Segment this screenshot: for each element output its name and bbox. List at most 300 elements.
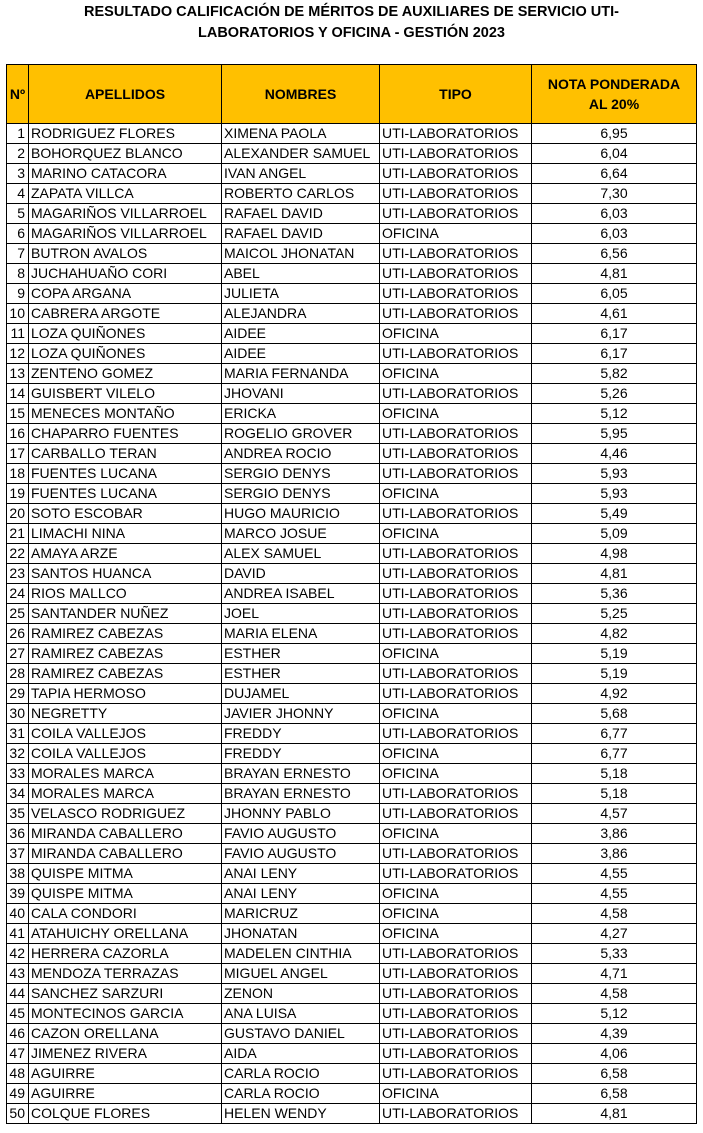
cell-no: 46 bbox=[7, 1024, 29, 1044]
cell-apellidos: JIMENEZ RIVERA bbox=[29, 1044, 222, 1064]
table-row bbox=[7, 244, 697, 264]
cell-nombres: XIMENA PAOLA bbox=[222, 124, 380, 144]
table-row bbox=[7, 304, 697, 324]
cell-apellidos: MIRANDA CABALLERO bbox=[29, 824, 222, 844]
cell-nombres: ROBERTO CARLOS bbox=[222, 184, 380, 204]
cell-tipo: UTI-LABORATORIOS bbox=[380, 984, 532, 1004]
table-row bbox=[7, 424, 697, 444]
cell-tipo: UTI-LABORATORIOS bbox=[380, 184, 532, 204]
cell-tipo: OFICINA bbox=[380, 704, 532, 724]
cell-tipo: UTI-LABORATORIOS bbox=[380, 464, 532, 484]
cell-apellidos: ZAPATA VILLCA bbox=[29, 184, 222, 204]
cell-nota: 5,49 bbox=[532, 504, 697, 524]
cell-tipo: OFICINA bbox=[380, 324, 532, 344]
cell-tipo: UTI-LABORATORIOS bbox=[380, 584, 532, 604]
cell-nota: 5,93 bbox=[532, 464, 697, 484]
cell-no: 20 bbox=[7, 504, 29, 524]
cell-apellidos: MARINO CATACORA bbox=[29, 164, 222, 184]
cell-tipo: UTI-LABORATORIOS bbox=[380, 1044, 532, 1064]
cell-tipo: UTI-LABORATORIOS bbox=[380, 304, 532, 324]
cell-apellidos: MAGARIÑOS VILLARROEL bbox=[29, 204, 222, 224]
cell-apellidos: AMAYA ARZE bbox=[29, 544, 222, 564]
cell-no: 11 bbox=[7, 324, 29, 344]
cell-tipo: UTI-LABORATORIOS bbox=[380, 1004, 532, 1024]
cell-nota: 5,95 bbox=[532, 424, 697, 444]
cell-nombres: MARCO JOSUE bbox=[222, 524, 380, 544]
table-row bbox=[7, 464, 697, 484]
cell-tipo: UTI-LABORATORIOS bbox=[380, 504, 532, 524]
cell-nombres: BRAYAN ERNESTO bbox=[222, 764, 380, 784]
cell-nombres: IVAN ANGEL bbox=[222, 164, 380, 184]
cell-apellidos: JUCHAHUAÑO CORI bbox=[29, 264, 222, 284]
header-nota bbox=[532, 65, 697, 124]
cell-tipo: UTI-LABORATORIOS bbox=[380, 1104, 532, 1124]
cell-nota: 5,25 bbox=[532, 604, 697, 624]
cell-nombres: ERICKA bbox=[222, 404, 380, 424]
cell-tipo: OFICINA bbox=[380, 924, 532, 944]
cell-no: 12 bbox=[7, 344, 29, 364]
cell-nota: 5,09 bbox=[532, 524, 697, 544]
cell-nota: 5,93 bbox=[532, 484, 697, 504]
cell-nombres: ALEX SAMUEL bbox=[222, 544, 380, 564]
cell-tipo: OFICINA bbox=[380, 484, 532, 504]
cell-apellidos: SANTOS HUANCA bbox=[29, 564, 222, 584]
cell-no: 47 bbox=[7, 1044, 29, 1064]
cell-apellidos: VELASCO RODRIGUEZ bbox=[29, 804, 222, 824]
table-row bbox=[7, 944, 697, 964]
cell-nombres: JAVIER JHONNY bbox=[222, 704, 380, 724]
cell-apellidos: MONTECINOS GARCIA bbox=[29, 1004, 222, 1024]
cell-nota: 6,56 bbox=[532, 244, 697, 264]
cell-nota: 4,55 bbox=[532, 864, 697, 884]
cell-nota: 4,46 bbox=[532, 444, 697, 464]
cell-no: 16 bbox=[7, 424, 29, 444]
cell-tipo: OFICINA bbox=[380, 404, 532, 424]
cell-nombres: DUJAMEL bbox=[222, 684, 380, 704]
table-row bbox=[7, 284, 697, 304]
cell-apellidos: AGUIRRE bbox=[29, 1084, 222, 1104]
cell-tipo: UTI-LABORATORIOS bbox=[380, 544, 532, 564]
cell-nombres: MAICOL JHONATAN bbox=[222, 244, 380, 264]
cell-no: 29 bbox=[7, 684, 29, 704]
cell-no: 34 bbox=[7, 784, 29, 804]
table-row bbox=[7, 824, 697, 844]
cell-nota: 4,39 bbox=[532, 1024, 697, 1044]
cell-nombres: JOEL bbox=[222, 604, 380, 624]
cell-nombres: MARIA FERNANDA bbox=[222, 364, 380, 384]
cell-tipo: OFICINA bbox=[380, 824, 532, 844]
cell-no: 22 bbox=[7, 544, 29, 564]
cell-apellidos: COLQUE FLORES bbox=[29, 1104, 222, 1124]
table-row bbox=[7, 604, 697, 624]
cell-nota: 5,19 bbox=[532, 664, 697, 684]
table-row bbox=[7, 184, 697, 204]
cell-nombres: RAFAEL DAVID bbox=[222, 224, 380, 244]
cell-nombres: AIDEE bbox=[222, 344, 380, 364]
cell-tipo: OFICINA bbox=[380, 644, 532, 664]
cell-nota: 4,92 bbox=[532, 684, 697, 704]
cell-nombres: ANA LUISA bbox=[222, 1004, 380, 1024]
table-row bbox=[7, 684, 697, 704]
cell-apellidos: RAMIREZ CABEZAS bbox=[29, 624, 222, 644]
cell-nombres: FREDDY bbox=[222, 724, 380, 744]
cell-nota: 6,77 bbox=[532, 744, 697, 764]
cell-nombres: MIGUEL ANGEL bbox=[222, 964, 380, 984]
cell-apellidos: CABRERA ARGOTE bbox=[29, 304, 222, 324]
cell-nombres: ABEL bbox=[222, 264, 380, 284]
cell-apellidos: NEGRETTY bbox=[29, 704, 222, 724]
cell-tipo: UTI-LABORATORIOS bbox=[380, 564, 532, 584]
cell-tipo: UTI-LABORATORIOS bbox=[380, 344, 532, 364]
table-row bbox=[7, 784, 697, 804]
cell-no: 13 bbox=[7, 364, 29, 384]
cell-apellidos: COPA ARGANA bbox=[29, 284, 222, 304]
cell-nota: 4,98 bbox=[532, 544, 697, 564]
table-row bbox=[7, 364, 697, 384]
cell-apellidos: MAGARIÑOS VILLARROEL bbox=[29, 224, 222, 244]
cell-nombres: FAVIO AUGUSTO bbox=[222, 824, 380, 844]
cell-nombres: FAVIO AUGUSTO bbox=[222, 844, 380, 864]
cell-nota: 6,58 bbox=[532, 1084, 697, 1104]
table-row bbox=[7, 804, 697, 824]
results-table bbox=[6, 64, 697, 1124]
cell-no: 18 bbox=[7, 464, 29, 484]
cell-no: 37 bbox=[7, 844, 29, 864]
cell-nombres: MADELEN CINTHIA bbox=[222, 944, 380, 964]
cell-nota: 6,17 bbox=[532, 344, 697, 364]
cell-nota: 3,86 bbox=[532, 824, 697, 844]
cell-apellidos: CALA CONDORI bbox=[29, 904, 222, 924]
cell-no: 39 bbox=[7, 884, 29, 904]
table-row bbox=[7, 344, 697, 364]
cell-tipo: UTI-LABORATORIOS bbox=[380, 1064, 532, 1084]
cell-no: 10 bbox=[7, 304, 29, 324]
cell-nota: 5,18 bbox=[532, 764, 697, 784]
cell-no: 6 bbox=[7, 224, 29, 244]
cell-tipo: UTI-LABORATORIOS bbox=[380, 864, 532, 884]
cell-tipo: OFICINA bbox=[380, 224, 532, 244]
cell-nota: 6,58 bbox=[532, 1064, 697, 1084]
cell-apellidos: MORALES MARCA bbox=[29, 784, 222, 804]
cell-nombres: ZENON bbox=[222, 984, 380, 1004]
page-title bbox=[0, 2, 703, 44]
cell-nombres: GUSTAVO DANIEL bbox=[222, 1024, 380, 1044]
cell-nombres: MARICRUZ bbox=[222, 904, 380, 924]
cell-no: 3 bbox=[7, 164, 29, 184]
cell-apellidos: LIMACHI NINA bbox=[29, 524, 222, 544]
cell-tipo: OFICINA bbox=[380, 524, 532, 544]
cell-no: 7 bbox=[7, 244, 29, 264]
cell-tipo: UTI-LABORATORIOS bbox=[380, 1024, 532, 1044]
cell-no: 23 bbox=[7, 564, 29, 584]
cell-nombres: SERGIO DENYS bbox=[222, 464, 380, 484]
cell-nombres: JHOVANI bbox=[222, 384, 380, 404]
cell-nota: 6,03 bbox=[532, 204, 697, 224]
table-row bbox=[7, 1024, 697, 1044]
cell-no: 27 bbox=[7, 644, 29, 664]
table-row bbox=[7, 484, 697, 504]
cell-nota: 4,55 bbox=[532, 884, 697, 904]
cell-apellidos: SANCHEZ SARZURI bbox=[29, 984, 222, 1004]
table-row bbox=[7, 704, 697, 724]
table-row bbox=[7, 1044, 697, 1064]
cell-no: 4 bbox=[7, 184, 29, 204]
cell-nota: 4,81 bbox=[532, 564, 697, 584]
cell-nombres: ALEXANDER SAMUEL bbox=[222, 144, 380, 164]
cell-nota: 6,03 bbox=[532, 224, 697, 244]
table-row bbox=[7, 964, 697, 984]
cell-no: 21 bbox=[7, 524, 29, 544]
cell-nota: 4,81 bbox=[532, 1104, 697, 1124]
cell-no: 42 bbox=[7, 944, 29, 964]
table-row bbox=[7, 564, 697, 584]
cell-tipo: OFICINA bbox=[380, 364, 532, 384]
cell-nota: 5,12 bbox=[532, 1004, 697, 1024]
cell-no: 38 bbox=[7, 864, 29, 884]
cell-apellidos: COILA VALLEJOS bbox=[29, 724, 222, 744]
cell-nombres: ANDREA ISABEL bbox=[222, 584, 380, 604]
table-row bbox=[7, 324, 697, 344]
cell-nombres: DAVID bbox=[222, 564, 380, 584]
cell-nombres: AIDEE bbox=[222, 324, 380, 344]
cell-no: 50 bbox=[7, 1104, 29, 1124]
cell-tipo: UTI-LABORATORIOS bbox=[380, 804, 532, 824]
table-row bbox=[7, 584, 697, 604]
cell-tipo: UTI-LABORATORIOS bbox=[380, 724, 532, 744]
cell-no: 15 bbox=[7, 404, 29, 424]
cell-apellidos: CAZON ORELLANA bbox=[29, 1024, 222, 1044]
cell-nota: 4,58 bbox=[532, 904, 697, 924]
table-row bbox=[7, 544, 697, 564]
table-row bbox=[7, 744, 697, 764]
cell-no: 2 bbox=[7, 144, 29, 164]
cell-tipo: UTI-LABORATORIOS bbox=[380, 424, 532, 444]
cell-nota: 4,27 bbox=[532, 924, 697, 944]
cell-no: 25 bbox=[7, 604, 29, 624]
cell-nota: 7,30 bbox=[532, 184, 697, 204]
cell-apellidos: FUENTES LUCANA bbox=[29, 464, 222, 484]
cell-tipo: UTI-LABORATORIOS bbox=[380, 624, 532, 644]
table-body bbox=[7, 124, 697, 1124]
cell-no: 41 bbox=[7, 924, 29, 944]
cell-nota: 6,17 bbox=[532, 324, 697, 344]
cell-no: 8 bbox=[7, 264, 29, 284]
table-row bbox=[7, 1104, 697, 1124]
cell-apellidos: RIOS MALLCO bbox=[29, 584, 222, 604]
cell-apellidos: HERRERA CAZORLA bbox=[29, 944, 222, 964]
cell-nota: 5,12 bbox=[532, 404, 697, 424]
cell-tipo: OFICINA bbox=[380, 764, 532, 784]
cell-nota: 4,82 bbox=[532, 624, 697, 644]
cell-apellidos: RAMIREZ CABEZAS bbox=[29, 644, 222, 664]
table-row bbox=[7, 844, 697, 864]
cell-apellidos: CHAPARRO FUENTES bbox=[29, 424, 222, 444]
title-line-1: RESULTADO CALIFICACIÓN DE MÉRITOS DE AUXILIARES DE SERVICIO UTI- bbox=[84, 4, 619, 20]
cell-no: 9 bbox=[7, 284, 29, 304]
cell-no: 48 bbox=[7, 1064, 29, 1084]
cell-no: 35 bbox=[7, 804, 29, 824]
cell-apellidos: RODRIGUEZ FLORES bbox=[29, 124, 222, 144]
table-row bbox=[7, 864, 697, 884]
table-row bbox=[7, 204, 697, 224]
cell-nota: 5,19 bbox=[532, 644, 697, 664]
cell-apellidos: CARBALLO TERAN bbox=[29, 444, 222, 464]
header-nota-line-2: AL 20% bbox=[588, 96, 640, 112]
table-row bbox=[7, 1064, 697, 1084]
cell-tipo: UTI-LABORATORIOS bbox=[380, 244, 532, 264]
table-row bbox=[7, 404, 697, 424]
cell-no: 30 bbox=[7, 704, 29, 724]
cell-nombres: FREDDY bbox=[222, 744, 380, 764]
cell-nota: 4,61 bbox=[532, 304, 697, 324]
table-row bbox=[7, 904, 697, 924]
table-row bbox=[7, 644, 697, 664]
cell-nombres: HUGO MAURICIO bbox=[222, 504, 380, 524]
cell-tipo: UTI-LABORATORIOS bbox=[380, 784, 532, 804]
cell-apellidos: MENDOZA TERRAZAS bbox=[29, 964, 222, 984]
cell-nota: 5,36 bbox=[532, 584, 697, 604]
table-row bbox=[7, 504, 697, 524]
cell-nombres: JULIETA bbox=[222, 284, 380, 304]
cell-apellidos: MIRANDA CABALLERO bbox=[29, 844, 222, 864]
cell-no: 17 bbox=[7, 444, 29, 464]
table-row bbox=[7, 524, 697, 544]
cell-nombres: ANAI LENY bbox=[222, 864, 380, 884]
cell-no: 5 bbox=[7, 204, 29, 224]
table-row bbox=[7, 884, 697, 904]
cell-tipo: UTI-LABORATORIOS bbox=[380, 664, 532, 684]
table-row bbox=[7, 624, 697, 644]
cell-tipo: UTI-LABORATORIOS bbox=[380, 684, 532, 704]
title-line-2: LABORATORIOS Y OFICINA - GESTIÓN 2023 bbox=[198, 25, 505, 41]
cell-nota: 3,86 bbox=[532, 844, 697, 864]
cell-no: 14 bbox=[7, 384, 29, 404]
cell-nota: 6,77 bbox=[532, 724, 697, 744]
cell-nombres: ROGELIO GROVER bbox=[222, 424, 380, 444]
cell-nombres: BRAYAN ERNESTO bbox=[222, 784, 380, 804]
table-row bbox=[7, 984, 697, 1004]
cell-nombres: CARLA ROCIO bbox=[222, 1064, 380, 1084]
table-row bbox=[7, 384, 697, 404]
cell-apellidos: FUENTES LUCANA bbox=[29, 484, 222, 504]
cell-tipo: UTI-LABORATORIOS bbox=[380, 844, 532, 864]
header-no: Nº bbox=[7, 65, 29, 124]
cell-nombres: HELEN WENDY bbox=[222, 1104, 380, 1124]
table-row bbox=[7, 164, 697, 184]
cell-apellidos: TAPIA HERMOSO bbox=[29, 684, 222, 704]
header-row bbox=[7, 65, 697, 124]
table-row bbox=[7, 444, 697, 464]
cell-apellidos: SANTANDER NUÑEZ bbox=[29, 604, 222, 624]
cell-nota: 5,82 bbox=[532, 364, 697, 384]
cell-nota: 5,33 bbox=[532, 944, 697, 964]
table-row bbox=[7, 664, 697, 684]
cell-nota: 4,81 bbox=[532, 264, 697, 284]
cell-nota: 5,18 bbox=[532, 784, 697, 804]
cell-no: 33 bbox=[7, 764, 29, 784]
cell-apellidos: ZENTENO GOMEZ bbox=[29, 364, 222, 384]
cell-no: 36 bbox=[7, 824, 29, 844]
cell-nombres: ANAI LENY bbox=[222, 884, 380, 904]
cell-nota: 4,06 bbox=[532, 1044, 697, 1064]
cell-tipo: UTI-LABORATORIOS bbox=[380, 264, 532, 284]
cell-no: 43 bbox=[7, 964, 29, 984]
cell-no: 28 bbox=[7, 664, 29, 684]
cell-nombres: MARIA ELENA bbox=[222, 624, 380, 644]
cell-nota: 5,26 bbox=[532, 384, 697, 404]
cell-nombres: ANDREA ROCIO bbox=[222, 444, 380, 464]
cell-apellidos: RAMIREZ CABEZAS bbox=[29, 664, 222, 684]
cell-tipo: UTI-LABORATORIOS bbox=[380, 944, 532, 964]
table-row bbox=[7, 924, 697, 944]
table-row bbox=[7, 1084, 697, 1104]
cell-nombres: RAFAEL DAVID bbox=[222, 204, 380, 224]
cell-nota: 4,71 bbox=[532, 964, 697, 984]
header-nota-line-1: NOTA PONDERADA bbox=[547, 76, 681, 92]
cell-apellidos: SOTO ESCOBAR bbox=[29, 504, 222, 524]
cell-no: 19 bbox=[7, 484, 29, 504]
cell-apellidos: GUISBERT VILELO bbox=[29, 384, 222, 404]
header-nombres: NOMBRES bbox=[222, 65, 380, 124]
table-row bbox=[7, 144, 697, 164]
cell-apellidos: COILA VALLEJOS bbox=[29, 744, 222, 764]
cell-nombres: JHONATAN bbox=[222, 924, 380, 944]
cell-apellidos: MENECES MONTAÑO bbox=[29, 404, 222, 424]
cell-tipo: UTI-LABORATORIOS bbox=[380, 124, 532, 144]
cell-no: 24 bbox=[7, 584, 29, 604]
cell-nota: 5,68 bbox=[532, 704, 697, 724]
cell-tipo: UTI-LABORATORIOS bbox=[380, 204, 532, 224]
cell-no: 32 bbox=[7, 744, 29, 764]
cell-nota: 6,04 bbox=[532, 144, 697, 164]
cell-apellidos: QUISPE MITMA bbox=[29, 884, 222, 904]
cell-nombres: JHONNY PABLO bbox=[222, 804, 380, 824]
table-row bbox=[7, 724, 697, 744]
cell-apellidos: QUISPE MITMA bbox=[29, 864, 222, 884]
cell-nombres: ESTHER bbox=[222, 664, 380, 684]
cell-no: 44 bbox=[7, 984, 29, 1004]
cell-apellidos: MORALES MARCA bbox=[29, 764, 222, 784]
cell-nota: 4,57 bbox=[532, 804, 697, 824]
table-row bbox=[7, 224, 697, 244]
cell-no: 31 bbox=[7, 724, 29, 744]
cell-nombres: ESTHER bbox=[222, 644, 380, 664]
header-tipo: TIPO bbox=[380, 65, 532, 124]
table-row bbox=[7, 264, 697, 284]
cell-nota: 6,95 bbox=[532, 124, 697, 144]
cell-tipo: UTI-LABORATORIOS bbox=[380, 164, 532, 184]
cell-tipo: UTI-LABORATORIOS bbox=[380, 384, 532, 404]
cell-nota: 4,58 bbox=[532, 984, 697, 1004]
cell-no: 1 bbox=[7, 124, 29, 144]
cell-tipo: UTI-LABORATORIOS bbox=[380, 444, 532, 464]
cell-apellidos: LOZA QUIÑONES bbox=[29, 324, 222, 344]
cell-no: 26 bbox=[7, 624, 29, 644]
cell-nombres: AIDA bbox=[222, 1044, 380, 1064]
cell-tipo: OFICINA bbox=[380, 904, 532, 924]
cell-apellidos: AGUIRRE bbox=[29, 1064, 222, 1084]
cell-tipo: UTI-LABORATORIOS bbox=[380, 144, 532, 164]
table-row bbox=[7, 124, 697, 144]
cell-apellidos: BUTRON AVALOS bbox=[29, 244, 222, 264]
cell-tipo: UTI-LABORATORIOS bbox=[380, 284, 532, 304]
cell-nombres: SERGIO DENYS bbox=[222, 484, 380, 504]
cell-tipo: UTI-LABORATORIOS bbox=[380, 604, 532, 624]
cell-no: 45 bbox=[7, 1004, 29, 1024]
cell-apellidos: BOHORQUEZ BLANCO bbox=[29, 144, 222, 164]
cell-nota: 6,05 bbox=[532, 284, 697, 304]
cell-tipo: OFICINA bbox=[380, 744, 532, 764]
